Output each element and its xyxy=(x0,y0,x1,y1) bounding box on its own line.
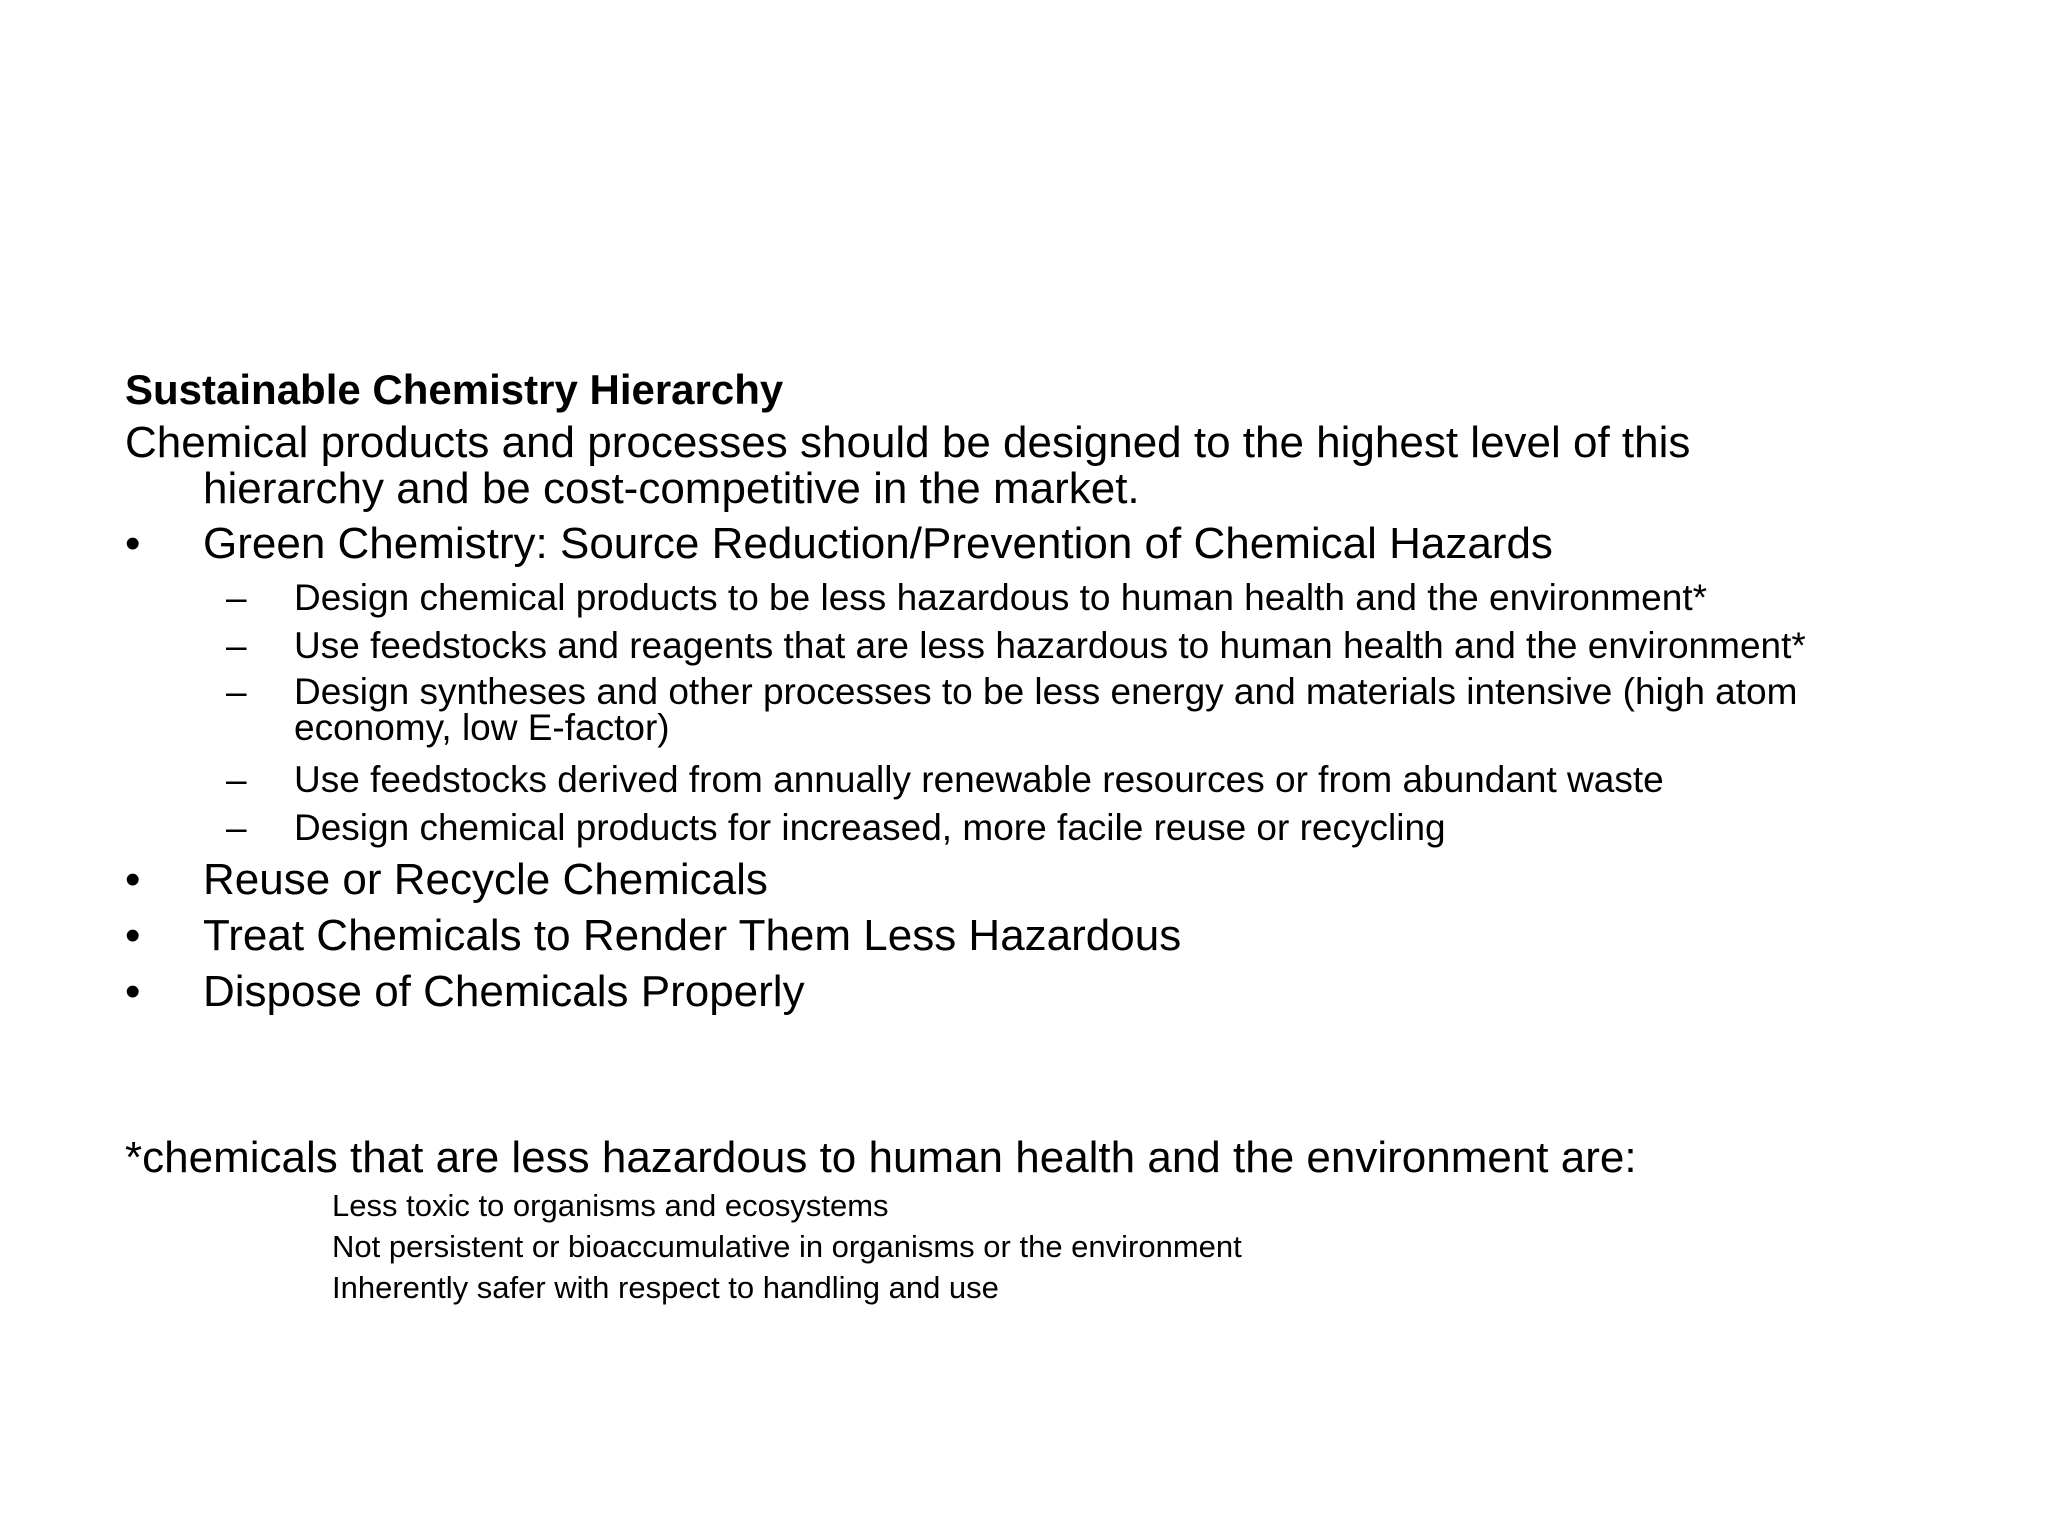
bullet-item-green-chemistry xyxy=(125,518,1553,570)
dash-icon: – xyxy=(226,577,247,618)
sub-item-feedstocks-reagents xyxy=(226,626,1806,666)
sub-item-text: Design chemical products to be less hazardous to human health and the environment* xyxy=(294,577,1708,618)
bullet-icon: • xyxy=(125,967,141,1016)
footnote-item: Not persistent or bioaccumulative in organisms or the environment xyxy=(332,1229,1242,1264)
sub-item-text: Use feedstocks derived from annually renewable resources or from abundant waste xyxy=(294,759,1664,800)
sub-item-continuation: economy, low E-factor) xyxy=(294,707,670,748)
bullet-item-treat-chemicals xyxy=(125,910,1181,962)
sub-item-reuse-recycling-design xyxy=(226,808,1446,848)
bullet-item-reuse-recycle xyxy=(125,854,768,906)
slide-title: Sustainable Chemistry Hierarchy xyxy=(125,366,784,413)
sub-item-design-syntheses xyxy=(226,671,1798,748)
sub-item-renewable-feedstocks xyxy=(226,760,1664,800)
bullet-icon: • xyxy=(125,911,141,960)
bullet-text: Dispose of Chemicals Properly xyxy=(203,967,805,1016)
sub-item-text: Use feedstocks and reagents that are less hazardous to human health and the environment* xyxy=(294,625,1806,666)
footnote-heading: *chemicals that are less hazardous to human health and the environment are: xyxy=(125,1133,1637,1182)
sub-item-text: Design chemical products for increased, more facile reuse or recycling xyxy=(294,807,1446,848)
intro-line-1: Chemical products and processes should be designed to the highest level of this xyxy=(125,418,1691,467)
bullet-text: Treat Chemicals to Render Them Less Hazardous xyxy=(203,911,1182,960)
dash-icon: – xyxy=(226,807,247,848)
intro-line-2: hierarchy and be cost-competitive in the market. xyxy=(203,464,1140,513)
footnote-item: Less toxic to organisms and ecosystems xyxy=(332,1188,889,1223)
bullet-item-dispose xyxy=(125,966,805,1018)
dash-icon: – xyxy=(226,625,247,666)
dash-icon: – xyxy=(226,671,247,712)
intro-paragraph xyxy=(125,420,1925,512)
bullet-text: Reuse or Recycle Chemicals xyxy=(203,855,768,904)
bullet-icon: • xyxy=(125,855,141,904)
footnote-item: Inherently safer with respect to handling and use xyxy=(332,1270,999,1305)
sub-item-text: Design syntheses and other processes to be less energy and materials intensive (high atom xyxy=(294,671,1798,712)
sub-item-design-products xyxy=(226,578,1707,618)
dash-icon: – xyxy=(226,759,247,800)
bullet-text: Green Chemistry: Source Reduction/Prevention of Chemical Hazards xyxy=(203,519,1553,568)
bullet-icon: • xyxy=(125,519,141,568)
